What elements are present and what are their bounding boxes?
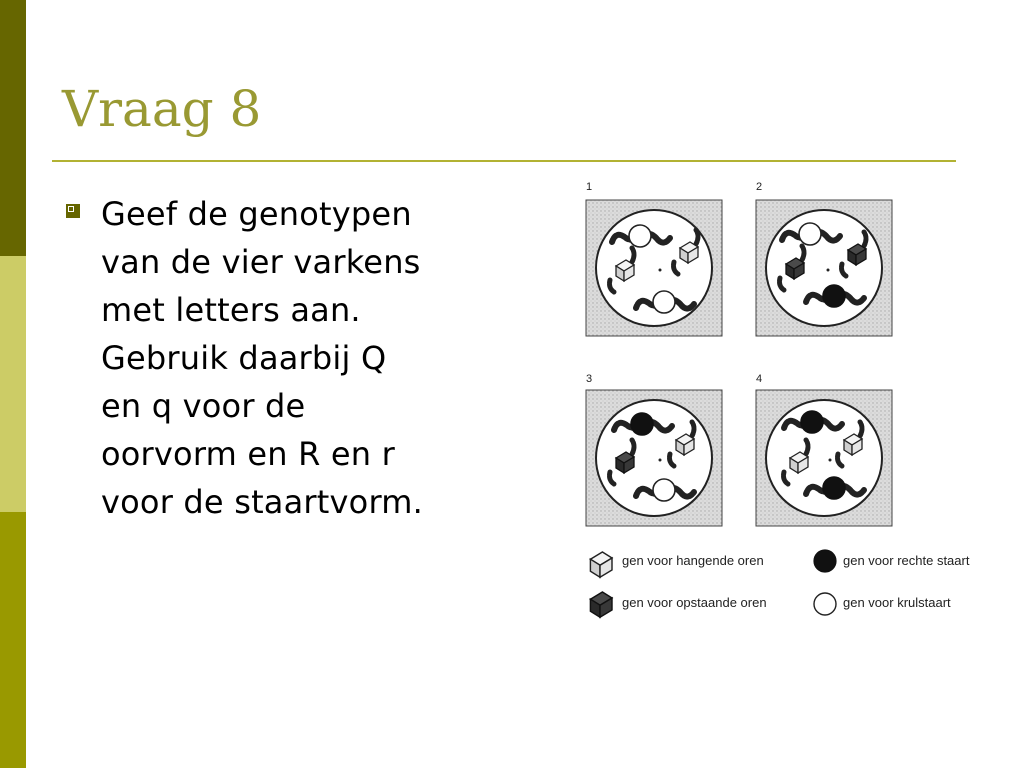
panel-1 — [586, 181, 722, 336]
panel-number: 1 — [586, 181, 593, 193]
legend-item-hangende-oren — [590, 552, 763, 577]
slide-title: Vraag 8 — [62, 80, 262, 138]
panel-4 — [756, 373, 892, 526]
figure-legend — [590, 550, 969, 617]
legend-item-rechte-staart — [814, 550, 970, 572]
bullet-text: Geef de genotypen van de vier varkens met letters aan. Gebruik daarbij Q en q voor de oorvorm en R en r voor de staartvorm. — [101, 195, 423, 521]
legend-item-opstaande-oren — [590, 592, 766, 617]
legend-item-krulstaart — [814, 593, 951, 615]
panel-number: 3 — [586, 373, 593, 385]
side-accent-bar — [0, 0, 26, 768]
legend-label: gen voor hangende oren — [622, 553, 764, 568]
panel-3 — [586, 373, 722, 526]
pig-genes-figure — [580, 174, 1000, 624]
panel-number: 4 — [756, 373, 763, 385]
legend-label: gen voor rechte staart — [843, 553, 970, 568]
title-underline — [52, 160, 956, 162]
side-bar-middle-segment — [0, 256, 26, 512]
side-bar-top-segment — [0, 0, 26, 256]
panel-number: 2 — [756, 181, 763, 193]
panel-2 — [756, 181, 892, 336]
bullet-square-icon — [66, 204, 80, 218]
legend-label: gen voor krulstaart — [843, 595, 951, 610]
side-bar-bottom-segment — [0, 512, 26, 768]
legend-label: gen voor opstaande oren — [622, 595, 767, 610]
